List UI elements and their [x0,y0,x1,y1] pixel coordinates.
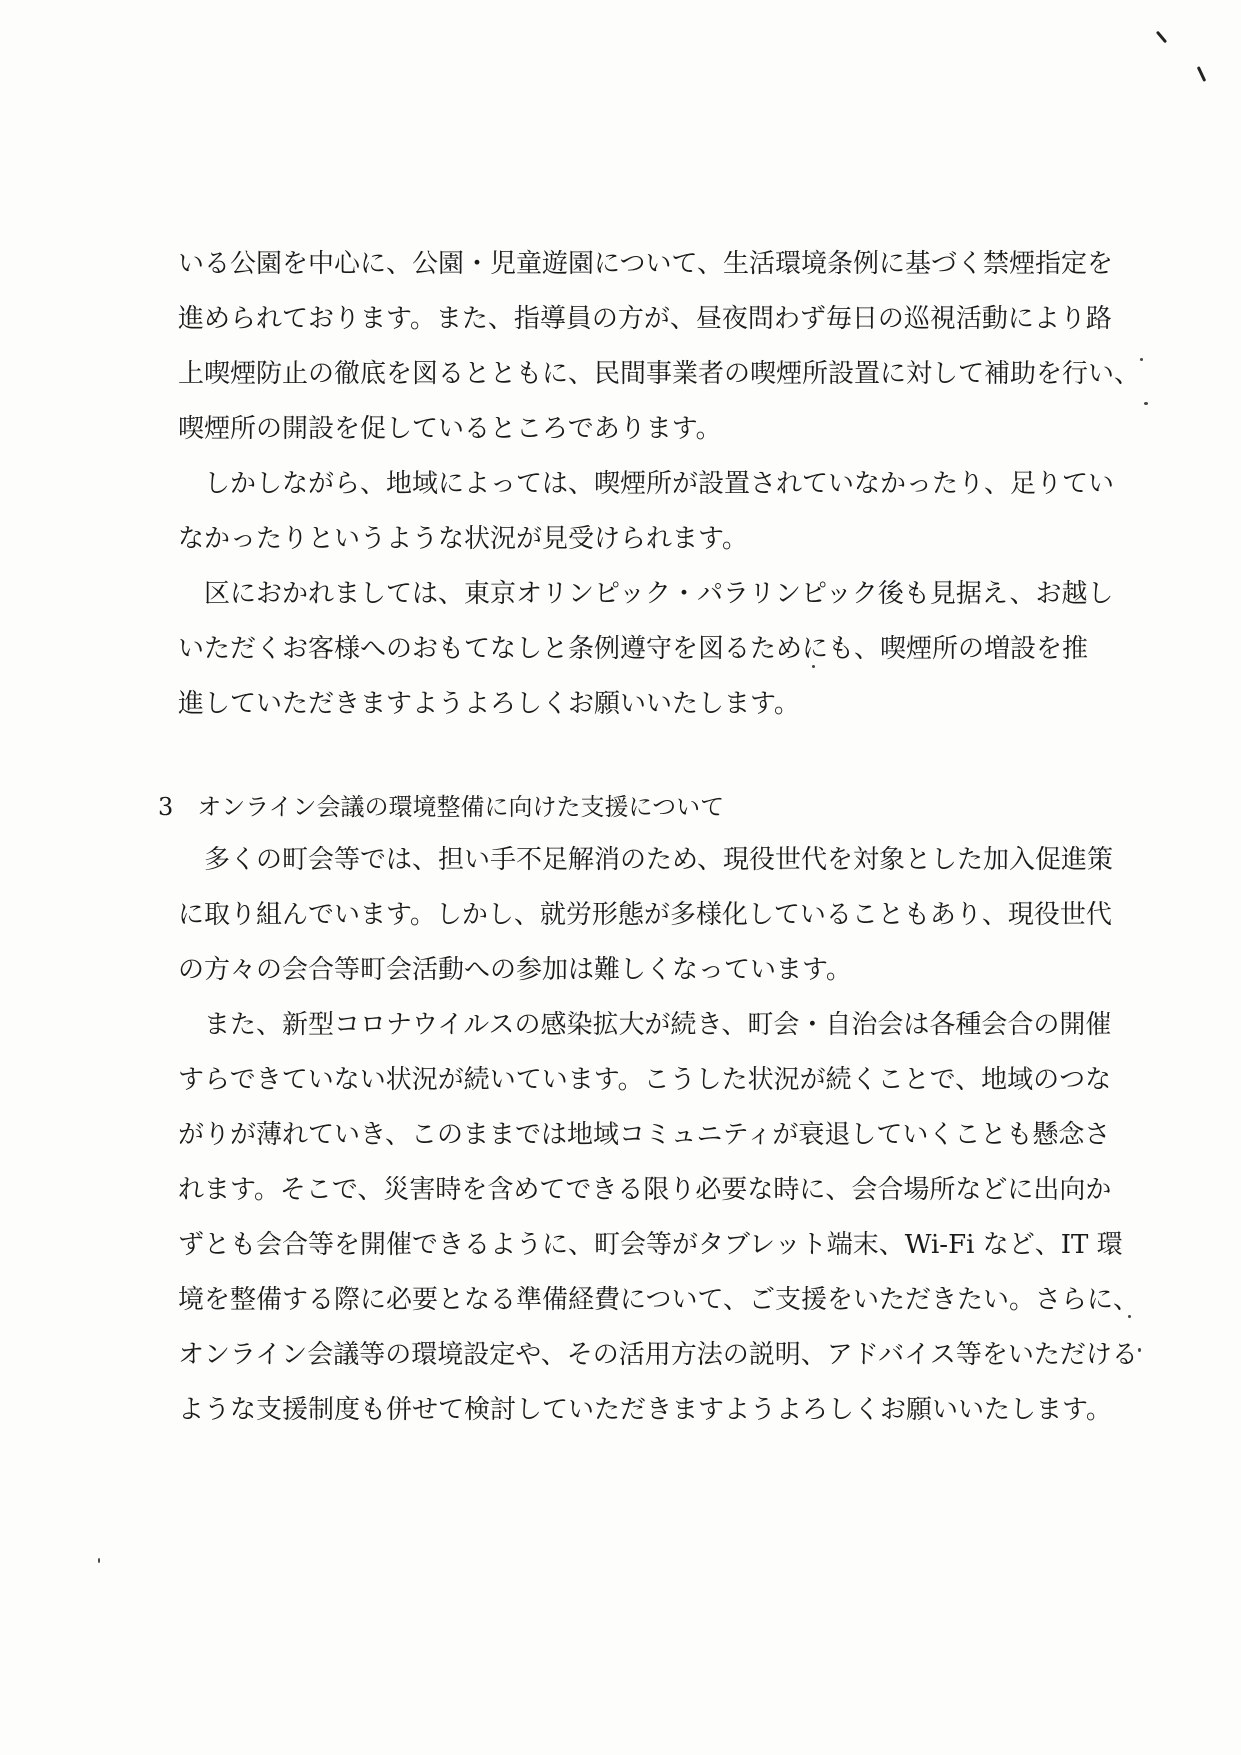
paragraph-line: また、新型コロナウイルスの感染拡大が続き、町会・自治会は各種会合の開催 [178,1010,1112,1040]
paragraph-line: の方々の会合等町会活動への参加は難しくなっています。 [178,955,852,985]
section-heading: 3 オンライン会議の環境整備に向けた支援について [158,793,725,821]
paragraph-line: オンライン会議等の環境設定や、その活用方法の説明、アドバイス等をいただける [178,1340,1138,1370]
paragraph-line: 上喫煙防止の徹底を図るとともに、民間事業者の喫煙所設置に対して補助を行い、 [178,359,1141,389]
paragraph-line: 進していただきますようよろしくお願いいたします。 [178,689,800,719]
paragraph-line: いただくお客様へのおもてなしと条例遵守を図るためにも、喫煙所の増設を推 [178,634,1089,664]
paragraph-line: 喫煙所の開設を促しているところであります。 [178,414,722,444]
paragraph-line: ような支援制度も併せて検討していただきますようよろしくお願いいたします。 [178,1395,1112,1425]
paragraph-line: しかしながら、地域によっては、喫煙所が設置されていなかったり、足りてい [178,469,1115,499]
scan-speck [98,1558,100,1563]
scan-mark [1197,66,1206,82]
paragraph-line: 進められております。また、指導員の方が、昼夜問わず毎日の巡視活動により路 [178,304,1112,334]
scan-speck [1144,402,1148,405]
paragraph-line: 多くの町会等では、担い手不足解消のため、現役世代を対象とした加入促進策 [178,845,1113,875]
scan-mark [1156,31,1167,44]
paragraph-line: すらできていない状況が続いています。こうした状況が続くことで、地域のつな [178,1065,1112,1095]
paragraph-line: 境を整備する際に必要となる準備経費について、ご支援をいただきたい。さらに、 [178,1285,1139,1315]
paragraph-line: れます。そこで、災害時を含めてできる限り必要な時に、会合場所などに出向か [178,1175,1112,1205]
paragraph-line: がりが薄れていき、このままでは地域コミュニティが衰退していくことも懸念さ [178,1120,1111,1150]
paragraph-line: 区におかれましては、東京オリンピック・パラリンピック後も見据え、お越し [178,579,1114,609]
scan-speck [1140,358,1143,361]
paragraph-line: いる公園を中心に、公園・児童遊園について、生活環境条例に基づく禁煙指定を [178,249,1113,279]
scan-speck [1138,1348,1141,1352]
paragraph-line: ずとも会合等を開催できるように、町会等がタブレット端末、Wi-Fi など、IT 環 [178,1230,1123,1260]
paragraph-line: に取り組んでいます。しかし、就労形態が多様化していることもあり、現役世代 [178,900,1112,930]
scan-speck [1128,1315,1131,1318]
paragraph-line: なかったりというような状況が見受けられます。 [178,524,748,554]
